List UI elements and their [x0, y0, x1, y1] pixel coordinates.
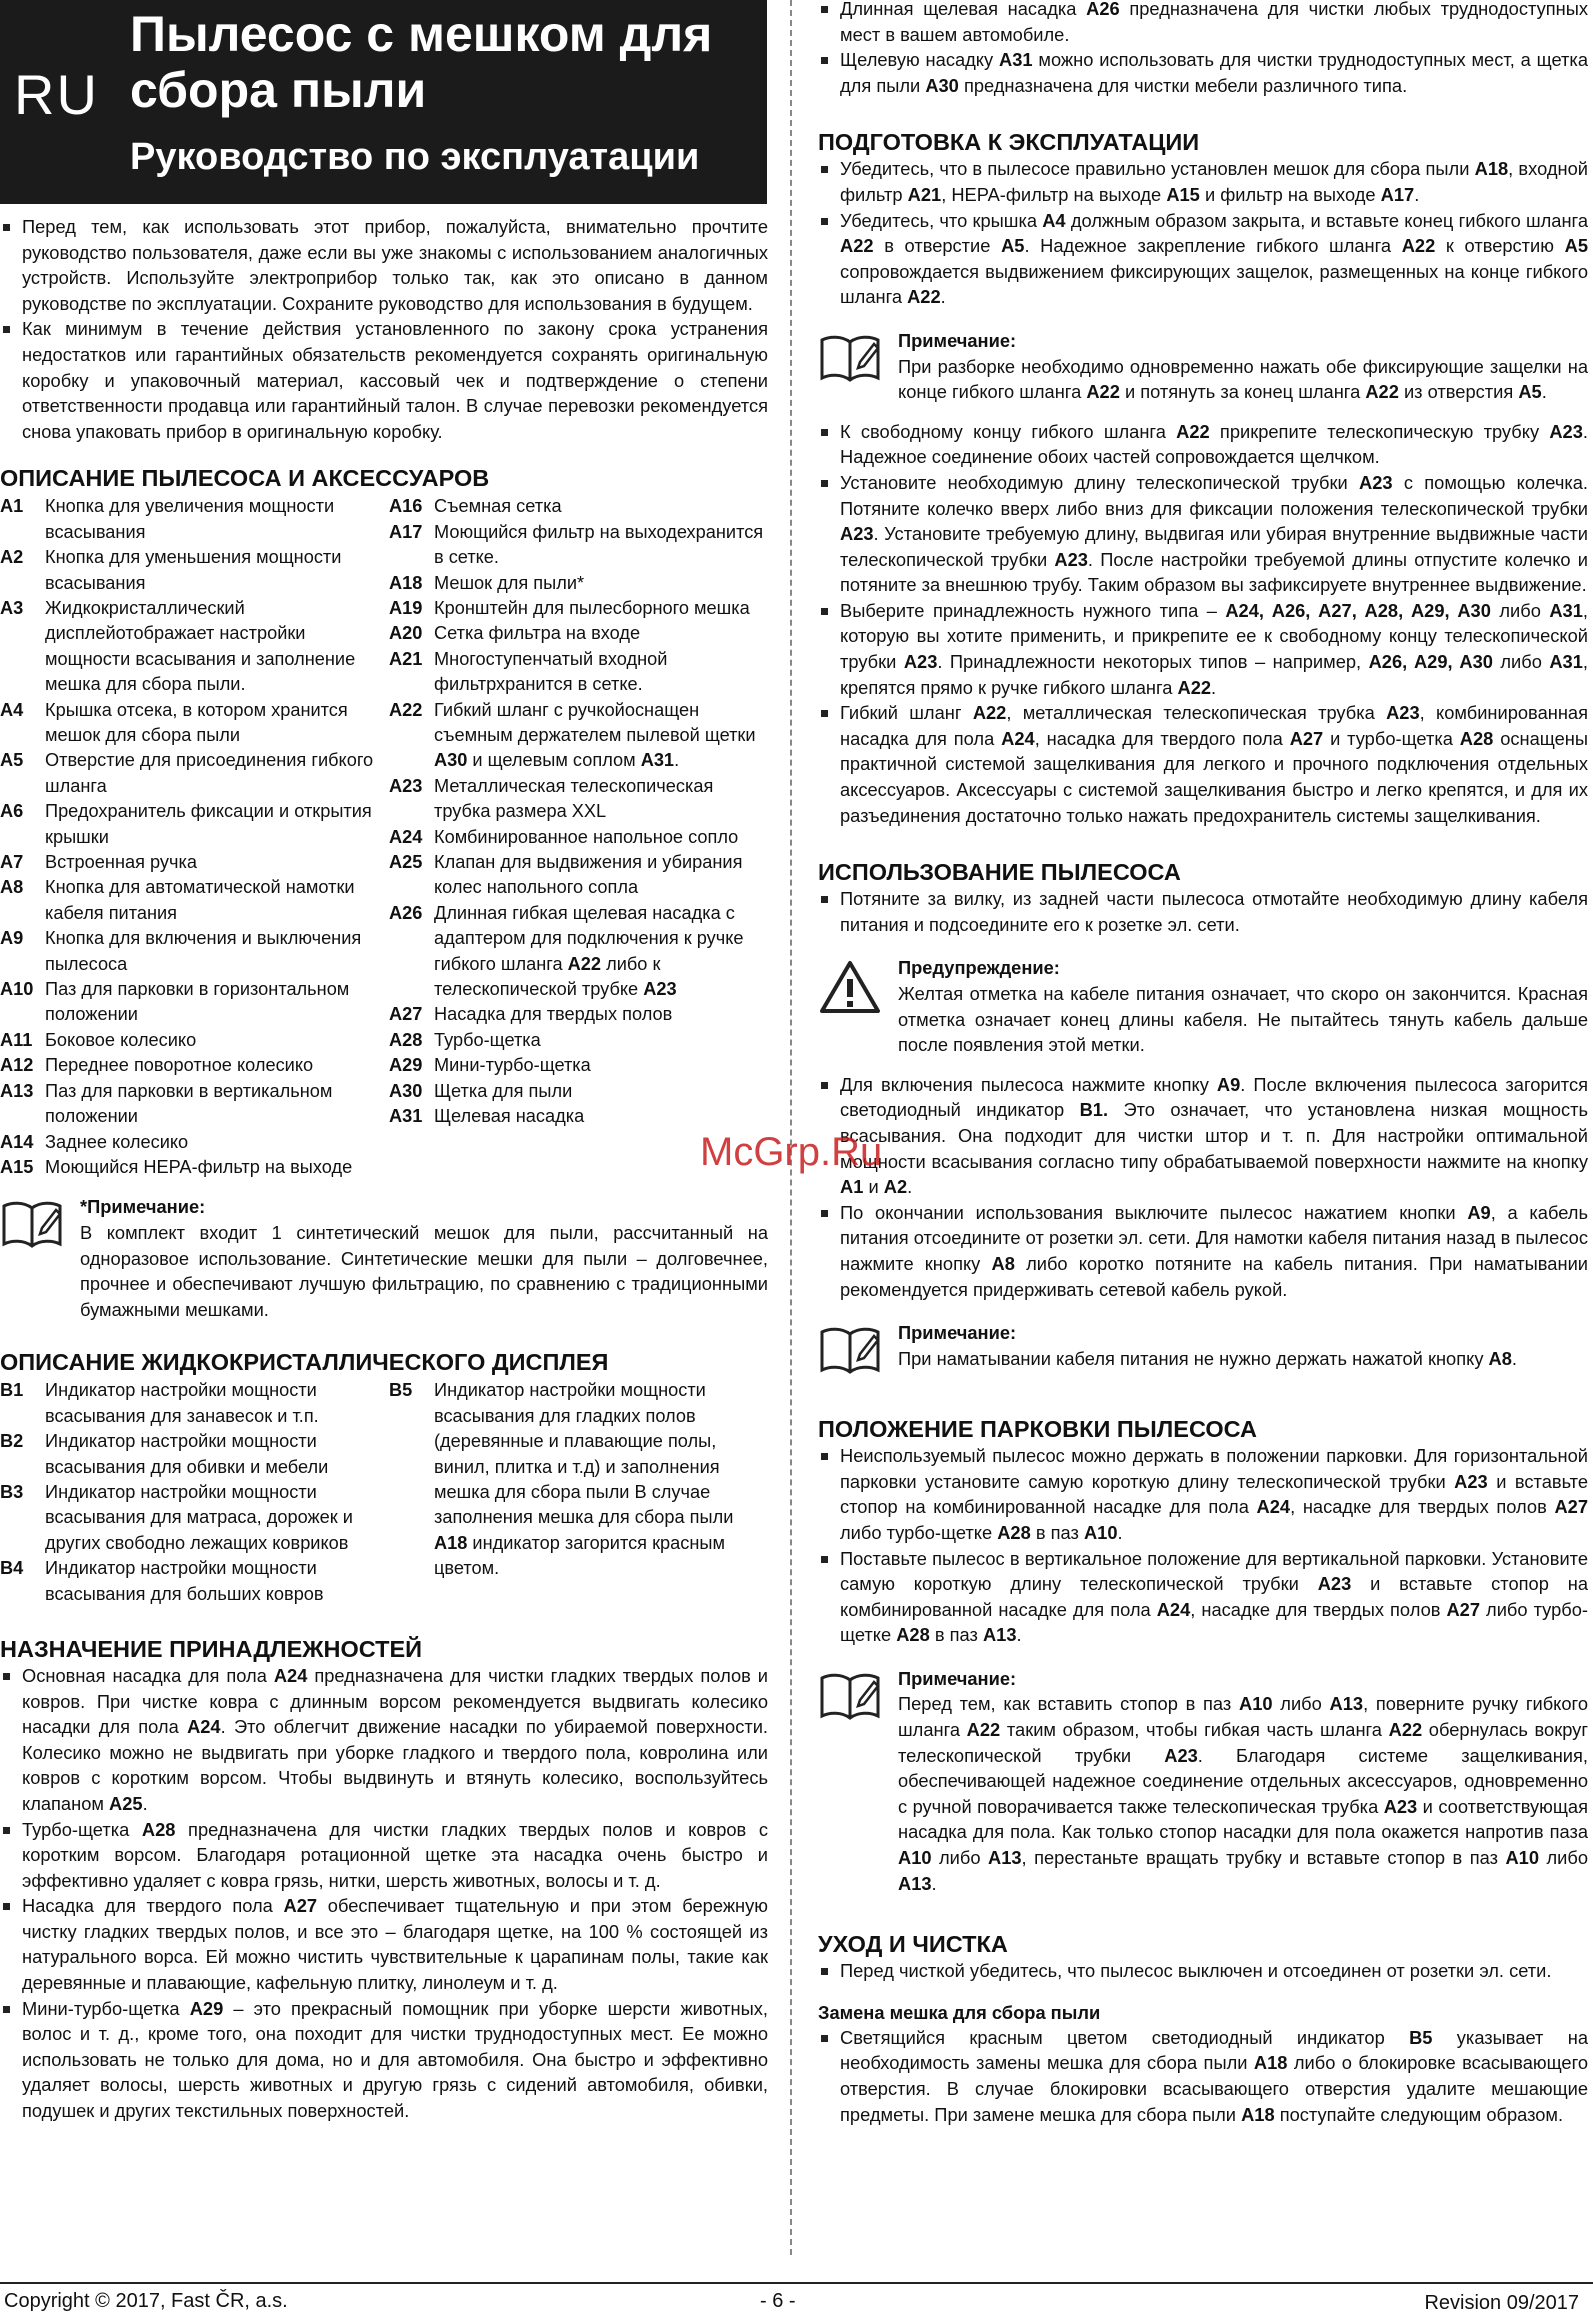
- part-description: Моющийся HEPA-фильтр на выходе: [45, 1156, 353, 1177]
- part-description: Клапан для выдвижения и убирания колес напольного сопла: [434, 852, 743, 898]
- part-item: [389, 1053, 768, 1078]
- part-description: Кронштейн для пылесборного мешка: [434, 597, 750, 618]
- part-description: Длинная гибкая щелевая насадка с адаптером для подключения к ручке гибкого шланга A22 либо к телескопической трубке A23: [434, 902, 744, 1000]
- part-item: [389, 1028, 768, 1053]
- part-description: Гибкий шланг с ручкойоснащен съемным держателем пылевой щетки A30 и щелевым соплом A31.: [434, 699, 756, 771]
- purpose-item: Длинная щелевая насадка A26 предназначена для чистки любых труднодоступных мест в вашем автомобиле.: [818, 0, 1588, 47]
- column-divider: [790, 0, 793, 2255]
- part-code: A23: [389, 775, 423, 796]
- park-item: Неиспользуемый пылесос можно держать в положении парковки. Для горизонтальной парковки установите самую короткую длину телескопической трубки A23 и вставьте стопор на комбинированной насадке для пола A24, насадке для твердых полов A27 либо турбо-щетке A28 в паз A10.: [818, 1443, 1588, 1545]
- part-description: Насадка для твердых полов: [434, 1004, 673, 1025]
- care-item: Перед чисткой убедитесь, что пылесос выключен и отсоединен от розетки эл. сети.: [818, 1958, 1588, 1984]
- care-heading: УХОД И ЧИСТКА: [818, 1931, 1008, 1958]
- part-description: Индикатор настройки мощности всасывания для занавесок и т.п.: [45, 1380, 319, 1426]
- part-description: Мешок для пыли*: [434, 572, 585, 593]
- part-item: [389, 1002, 768, 1027]
- desc-parts-col1: [0, 494, 379, 1180]
- part-item: [0, 698, 379, 749]
- part-code: A28: [389, 1029, 423, 1050]
- prep-item: Убедитесь, что в пылесосе правильно установлен мешок для сбора пыли A18, входной фильтр A21, HEPA-фильтр на выходе A15 и фильтр на выходе A17.: [818, 156, 1588, 207]
- left-column: [0, 0, 768, 2124]
- part-item: [389, 494, 768, 519]
- book-note-icon: [818, 1670, 882, 1727]
- desc-note-text: В комплект входит 1 синтетический мешок для пыли, рассчитанный на одноразовое использование. Синтетические мешки для пыли – долговечнее, прочнее и обеспечивают лучшую фильтрацию, по сравнению с традиционными бумажными мешками.: [80, 1221, 768, 1320]
- part-item: [389, 621, 768, 646]
- prep-heading: ПОДГОТОВКА К ЭКСПЛУАТАЦИИ: [818, 129, 1200, 156]
- warning-text: Желтая отметка на кабеле питания означает, что скоро он закончится. Красная отметка означает конец длины кабеля. Не пытайтесь тянуть кабель дальше после появления этой метки.: [898, 983, 1588, 1056]
- prep-item: Гибкий шланг A22, металлическая телескопическая трубка A23, комбинированная насадка для пола A24, насадка для твердого пола A27 и турбо-щетка A28 оснащены практичной системой защелкивания для легкого и прочного подключения отдельных аксессуаров. Аксессуары с системой защелкивания быстро и легко крепятся, и для их разъединения достаточно только нажать предохранитель системы защелкивания.: [818, 700, 1588, 828]
- part-item: [0, 1155, 379, 1180]
- part-description: Металлическая телескопическая трубка размера XXL: [434, 775, 714, 822]
- part-code: B3: [0, 1481, 24, 1502]
- part-item: [389, 571, 768, 596]
- page-title: Пылесос с мешком для сбора пыли: [130, 6, 713, 118]
- care-list: [818, 1958, 1588, 1984]
- part-description: Индикатор настройки мощности всасывания для больших ковров: [45, 1558, 324, 1604]
- part-item: [0, 875, 379, 926]
- part-code: B5: [389, 1380, 413, 1401]
- part-code: A30: [389, 1080, 423, 1101]
- part-item: [389, 774, 768, 825]
- part-code: B2: [0, 1431, 24, 1452]
- prep-note: [818, 328, 1588, 405]
- part-code: A3: [0, 597, 24, 618]
- indicator-item: [0, 1480, 379, 1556]
- part-code: A4: [0, 699, 24, 720]
- part-item: [389, 596, 768, 621]
- indicator-item: [0, 1556, 379, 1607]
- use-item: По окончании использования выключите пылесос нажатием кнопки A9, а кабель питания отсоедините от розетки эл. сети. Для намотки кабеля питания назад в пылесос нажмите кнопку A8 либо коротко потяните на кабель питания. При наматывании рекомендуется придерживать сетевой кабель рукой.: [818, 1200, 1588, 1302]
- part-description: Сетка фильтра на входе: [434, 623, 641, 644]
- lcd-indicators-col2: [389, 1378, 768, 1607]
- part-item: [0, 977, 379, 1028]
- part-code: B1: [0, 1380, 24, 1401]
- part-code: A31: [389, 1106, 423, 1127]
- part-item: [389, 520, 768, 571]
- part-item: [389, 698, 768, 774]
- purpose-list-continued: [818, 0, 1588, 98]
- purpose-item: Насадка для твердого пола A27 обеспечивает тщательную и при этом бережную чистку гладких твердых полов, и все это – благодаря щетке, на 100 % состоящей из натурального ворса. Ей можно чистить чувствительные к царапинам полы, такие как деревянные и плавающие, кафельную плитку, линолеум и т. д.: [0, 1893, 768, 1995]
- part-item: [0, 850, 379, 875]
- purpose-item: Мини-турбо-щетка A29 – это прекрасный помощник при уборке шерсти животных, волос и т. д., кроме того, она походит для чистки труднодоступных мест. Ее можно использовать не только для дома, но и для автомобиля. Она быстро и эффективно удаляет волосы, шерсть животных и другую грязь с сидений автомобиля, обивки, подушек и других текстильных поверхностей.: [0, 1996, 768, 2124]
- care-list-bag: [818, 2025, 1588, 2127]
- part-code: A20: [389, 623, 423, 644]
- prep-note-title: Примечание:: [898, 329, 1017, 351]
- part-code: A6: [0, 801, 24, 822]
- part-code: A1: [0, 496, 24, 517]
- purpose-heading: НАЗНАЧЕНИЕ ПРИНАДЛЕЖНОСТЕЙ: [0, 1635, 423, 1662]
- part-description: Кнопка для включения и выключения пылесоса: [45, 928, 362, 974]
- purpose-item: Турбо-щетка A28 предназначена для чистки гладких твердых полов и ковров с коротким ворсом. Благодаря ротационной щетке эта насадка очень быстро и эффективно удаляет с ковра грязь, нитки, шерсть животных, волосы и т. д.: [0, 1817, 768, 1894]
- part-description: Заднее колесико: [45, 1131, 189, 1152]
- part-item: [389, 647, 768, 698]
- part-code: A11: [0, 1029, 33, 1050]
- part-item: [0, 1130, 379, 1155]
- intro-list: [0, 214, 768, 444]
- header-banner: [0, 0, 767, 204]
- desc-parts-list: [0, 494, 768, 1180]
- part-code: A19: [389, 597, 423, 618]
- part-description: Моющийся фильтр на выходехранится в сетке.: [434, 521, 764, 568]
- right-column: [818, 0, 1588, 2127]
- park-note-text: Перед тем, как вставить стопор в паз A10 либо A13, поверните ручку гибкого шланга A22 таким образом, чтобы гибкая часть шланга A22 обернулась вокруг телескопической трубки A23. Благодаря системе защелкивания, обеспечивающей надежное соединение отдельных аксессуаров, одновременно с ручной поворачивается также телескопическая трубка A23 и соответствующая насадка для пола. Как только стопор насадки для пола окажется напротив паза A10 либо A13, перестаньте вращать трубку и вставьте стопор в паз A10 либо A13.: [898, 1693, 1588, 1894]
- part-code: A16: [389, 496, 423, 517]
- warning-title: Предупреждение:: [898, 957, 1060, 979]
- intro-item: Как минимум в течение действия установленного по закону срока устранения недостатков или гарантийных обязательств рекомендуется сохранять оригинальную коробку и упаковочный материал, кассовый чек и подтверждение о степени ответственности продавца или гарантийный талон. В случае перевозки рекомендуется снова упаковать прибор в оригинальную коробку.: [0, 316, 768, 444]
- part-item: [389, 901, 768, 1003]
- part-code: A8: [0, 877, 24, 898]
- language-code: RU: [14, 63, 99, 126]
- park-list: [818, 1443, 1588, 1648]
- warning-triangle-icon: [818, 959, 882, 1020]
- part-item: [389, 850, 768, 901]
- book-note-icon: [818, 332, 882, 389]
- purpose-item: Щелевую насадку A31 можно использовать для чистки труднодоступных мест, а щетка для пыли A30 предназначена для чистки мебели различного типа.: [818, 47, 1588, 98]
- book-note-icon: [818, 1324, 882, 1381]
- prep-item: Установите необходимую длину телескопической трубки A23 с помощью колечка. Потяните колечко вверх либо вниз для фиксации положения телескопической трубки A23. Установите требуемую длину, выдвигая или убирая внутренние выдвижные части телескопической трубки A23. После настройки требуемой длины отпустите колечко и потяните за внешнюю трубу. Таким образом вы зафиксируете внутреннее выдвижение.: [818, 470, 1588, 598]
- part-description: Отверстие для присоединения гибкого шланга: [45, 750, 374, 796]
- part-code: A24: [389, 826, 423, 847]
- page-subtitle: Руководство по эксплуатации: [130, 136, 700, 178]
- part-item: [0, 494, 379, 545]
- footer-copyright: Copyright © 2017, Fast ČR, a.s.: [4, 2290, 288, 2312]
- desc-heading: ОПИСАНИЕ ПЫЛЕСОСА И АКСЕССУАРОВ: [0, 465, 490, 492]
- park-note: [818, 1666, 1588, 1896]
- part-code: A22: [389, 699, 423, 720]
- part-description: Кнопка для автоматической намотки кабеля питания: [45, 877, 355, 923]
- prep-item: Убедитесь, что крышка A4 должным образом закрыта, и вставьте конец гибкого шланга A22 в отверстие A5. Надежное закрепление гибкого шланга A22 к отверстию A5 сопровождается выдвижением фиксирующих защелок, размещенных на конце гибкого шланга A22.: [818, 208, 1588, 310]
- part-item: [389, 1104, 768, 1129]
- part-description: Многоступенчатый входной фильтрхранится в сетке.: [434, 648, 668, 695]
- part-description: Индикатор настройки мощности всасывания для гладких полов (деревянные и плавающие полы, винил, плитка и т.д) и заполнения мешка для сбора пыли В случае заполнения мешка для сбора пыли A18 индикатор загорится красным цветом.: [434, 1380, 734, 1579]
- use-note-title: Примечание:: [898, 1322, 1017, 1344]
- part-item: [0, 545, 379, 596]
- part-description: Щетка для пыли: [434, 1080, 573, 1101]
- use-note-text: При наматывании кабеля питания не нужно держать нажатой кнопку A8.: [898, 1347, 1518, 1369]
- part-code: A13: [0, 1080, 34, 1101]
- use-list-continued: [818, 1072, 1588, 1302]
- indicator-item: [0, 1378, 379, 1429]
- book-note-icon: [0, 1198, 64, 1255]
- part-item: [0, 926, 379, 977]
- prep-note-text: При разборке необходимо одновременно нажать обе фиксирующие защелки на конце гибкого шланга A22 и потянуть за конец шланга A22 из отверстия A5.: [898, 355, 1588, 403]
- part-code: A25: [389, 852, 423, 873]
- desc-parts-col2: [389, 494, 768, 1180]
- part-description: Съемная сетка: [434, 496, 562, 517]
- page-footer: [0, 2268, 1593, 2324]
- prep-list-continued: [818, 419, 1588, 829]
- part-item: [0, 1053, 379, 1078]
- lcd-indicators-col1: [0, 1378, 379, 1607]
- part-item: [0, 596, 379, 698]
- part-item: [0, 1028, 379, 1053]
- prep-item: К свободному концу гибкого шланга A22 прикрепите телескопическую трубку A23. Надежное соединение обоих частей сопровождается щелчком.: [818, 419, 1588, 470]
- part-description: Индикатор настройки мощности всасывания для матраса, дорожек и других свободно лежащих ковриков: [45, 1481, 353, 1553]
- use-item: Для включения пылесоса нажмите кнопку A9. После включения пылесоса загорится светодиодный индикатор B1. Это означает, что установлена низкая мощность всасывания. Она подходит для чистки штор и т. п. Для настройки оптимальной мощности всасывания согласно типу обрабатываемой поверхности нажмите на кнопку A1 и A2.: [818, 1072, 1588, 1200]
- part-code: B4: [0, 1558, 24, 1579]
- park-heading: ПОЛОЖЕНИЕ ПАРКОВКИ ПЫЛЕСОСА: [818, 1416, 1257, 1443]
- part-code: A27: [389, 1004, 423, 1025]
- part-code: A12: [0, 1055, 34, 1076]
- purpose-list: [0, 1663, 768, 2124]
- part-description: Кнопка для уменьшения мощности всасывания: [45, 547, 342, 593]
- part-item: [389, 825, 768, 850]
- use-heading: ИСПОЛЬЗОВАНИЕ ПЫЛЕСОСА: [818, 859, 1181, 886]
- part-description: Паз для парковки в вертикальном положении: [45, 1080, 333, 1127]
- part-description: Предохранитель фиксации и открытия крышки: [45, 801, 372, 847]
- part-item: [389, 1079, 768, 1104]
- part-code: A2: [0, 547, 24, 568]
- part-code: A26: [389, 902, 423, 923]
- part-description: Крышка отсека, в котором хранится мешок для сбора пыли: [45, 699, 348, 745]
- part-code: A5: [0, 750, 24, 771]
- part-description: Турбо-щетка: [434, 1029, 541, 1050]
- part-description: Кнопка для увеличения мощности всасывания: [45, 496, 335, 542]
- care-item: Светящийся красным цветом светодиодный индикатор B5 указывает на необходимость замены мешка для сбора пыли A18 либо о блокировке всасывающего отверстия. В случае блокировки всасывающего отверстия удалите мешающие предметы. При замене мешка для сбора пыли A18 поступайте следующим образом.: [818, 2025, 1588, 2127]
- footer-page-number: - 6 -: [760, 2290, 796, 2312]
- park-note-title: Примечание:: [898, 1667, 1017, 1689]
- prep-list: [818, 156, 1588, 310]
- desc-note: [0, 1194, 768, 1322]
- part-description: Встроенная ручка: [45, 852, 197, 873]
- part-code: A10: [0, 979, 34, 1000]
- part-code: A29: [389, 1055, 423, 1076]
- part-description: Щелевая насадка: [434, 1106, 585, 1127]
- part-code: A18: [389, 572, 423, 593]
- lcd-heading: ОПИСАНИЕ ЖИДКОКРИСТАЛЛИЧЕСКОГО ДИСПЛЕЯ: [0, 1349, 609, 1376]
- part-description: Комбинированное напольное сопло: [434, 826, 739, 847]
- indicator-item: [0, 1429, 379, 1480]
- care-subheading: Замена мешка для сбора пыли: [818, 2001, 1101, 2023]
- purpose-item: Основная насадка для пола A24 предназначена для чистки гладких твердых полов и ковров. При чистке ковра с длинным ворсом рекомендуется выдвигать колесико насадки для пола A24. Это облегчит движение насадки по убираемой поверхности. Колесико можно не выдвигать при уборке гладкого и твердого пола, ковролина или ковров с коротким ворсом. Чтобы выдвинуть и втянуть колесико, воспользуйтесь клапаном A25.: [0, 1663, 768, 1817]
- part-item: [0, 799, 379, 850]
- park-item: Поставьте пылесос в вертикальное положение для вертикальной парковки. Установите самую короткую длину телескопической трубки A23 и вставьте стопор на комбинированной насадке для пола A24, насадке для твердых полов A27 либо турбо-щетке A28 в паз A13.: [818, 1546, 1588, 1648]
- desc-note-title: *Примечание:: [80, 1196, 206, 1218]
- lcd-indicator-list: [0, 1378, 768, 1607]
- part-code: A21: [389, 648, 423, 669]
- part-item: [0, 748, 379, 799]
- part-description: Жидкокристаллический дисплейотображает настройки мощности всасывания и заполнение мешка для сбора пыли.: [45, 597, 356, 695]
- part-code: A7: [0, 852, 24, 873]
- use-note: [818, 1320, 1588, 1381]
- part-code: A9: [0, 928, 24, 949]
- part-code: A14: [0, 1131, 34, 1152]
- part-item: [0, 1079, 379, 1130]
- indicator-item: [389, 1378, 768, 1581]
- part-description: Паз для парковки в горизонтальном положении: [45, 979, 350, 1025]
- watermark: McGrp.Ru: [700, 1130, 883, 1174]
- footer-rule: [0, 2282, 1593, 2284]
- footer-revision: Revision 09/2017: [1424, 2292, 1579, 2314]
- part-description: Переднее поворотное колесико: [45, 1055, 314, 1076]
- use-warning: [818, 955, 1588, 1057]
- part-description: Боковое колесико: [45, 1029, 197, 1050]
- use-item: Потяните за вилку, из задней части пылесоса отмотайте необходимую длину кабеля питания и подсоедините его к розетке эл. сети.: [818, 886, 1588, 937]
- prep-item: Выберите принадлежность нужного типа – A24, A26, A27, A28, A29, A30 либо A31, которую вы хотите применить, и прикрепите ее к свободному концу телескопической трубки A23. Принадлежности некоторых типов – например, A26, A29, A30 либо A31, крепятся прямо к ручке гибкого шланга A22.: [818, 598, 1588, 700]
- part-description: Индикатор настройки мощности всасывания для обивки и мебели: [45, 1431, 329, 1477]
- intro-item: Перед тем, как использовать этот прибор, пожалуйста, внимательно прочтите руководство пользователя, даже если вы уже знакомы с использованием аналогичных устройств. Используйте электроприбор только так, как это описано в данном руководстве по эксплуатации. Сохраните руководство для использования в будущем.: [0, 214, 768, 316]
- part-code: A15: [0, 1156, 34, 1177]
- use-list: [818, 886, 1588, 937]
- part-description: Мини-турбо-щетка: [434, 1055, 591, 1076]
- part-code: A17: [389, 521, 423, 542]
